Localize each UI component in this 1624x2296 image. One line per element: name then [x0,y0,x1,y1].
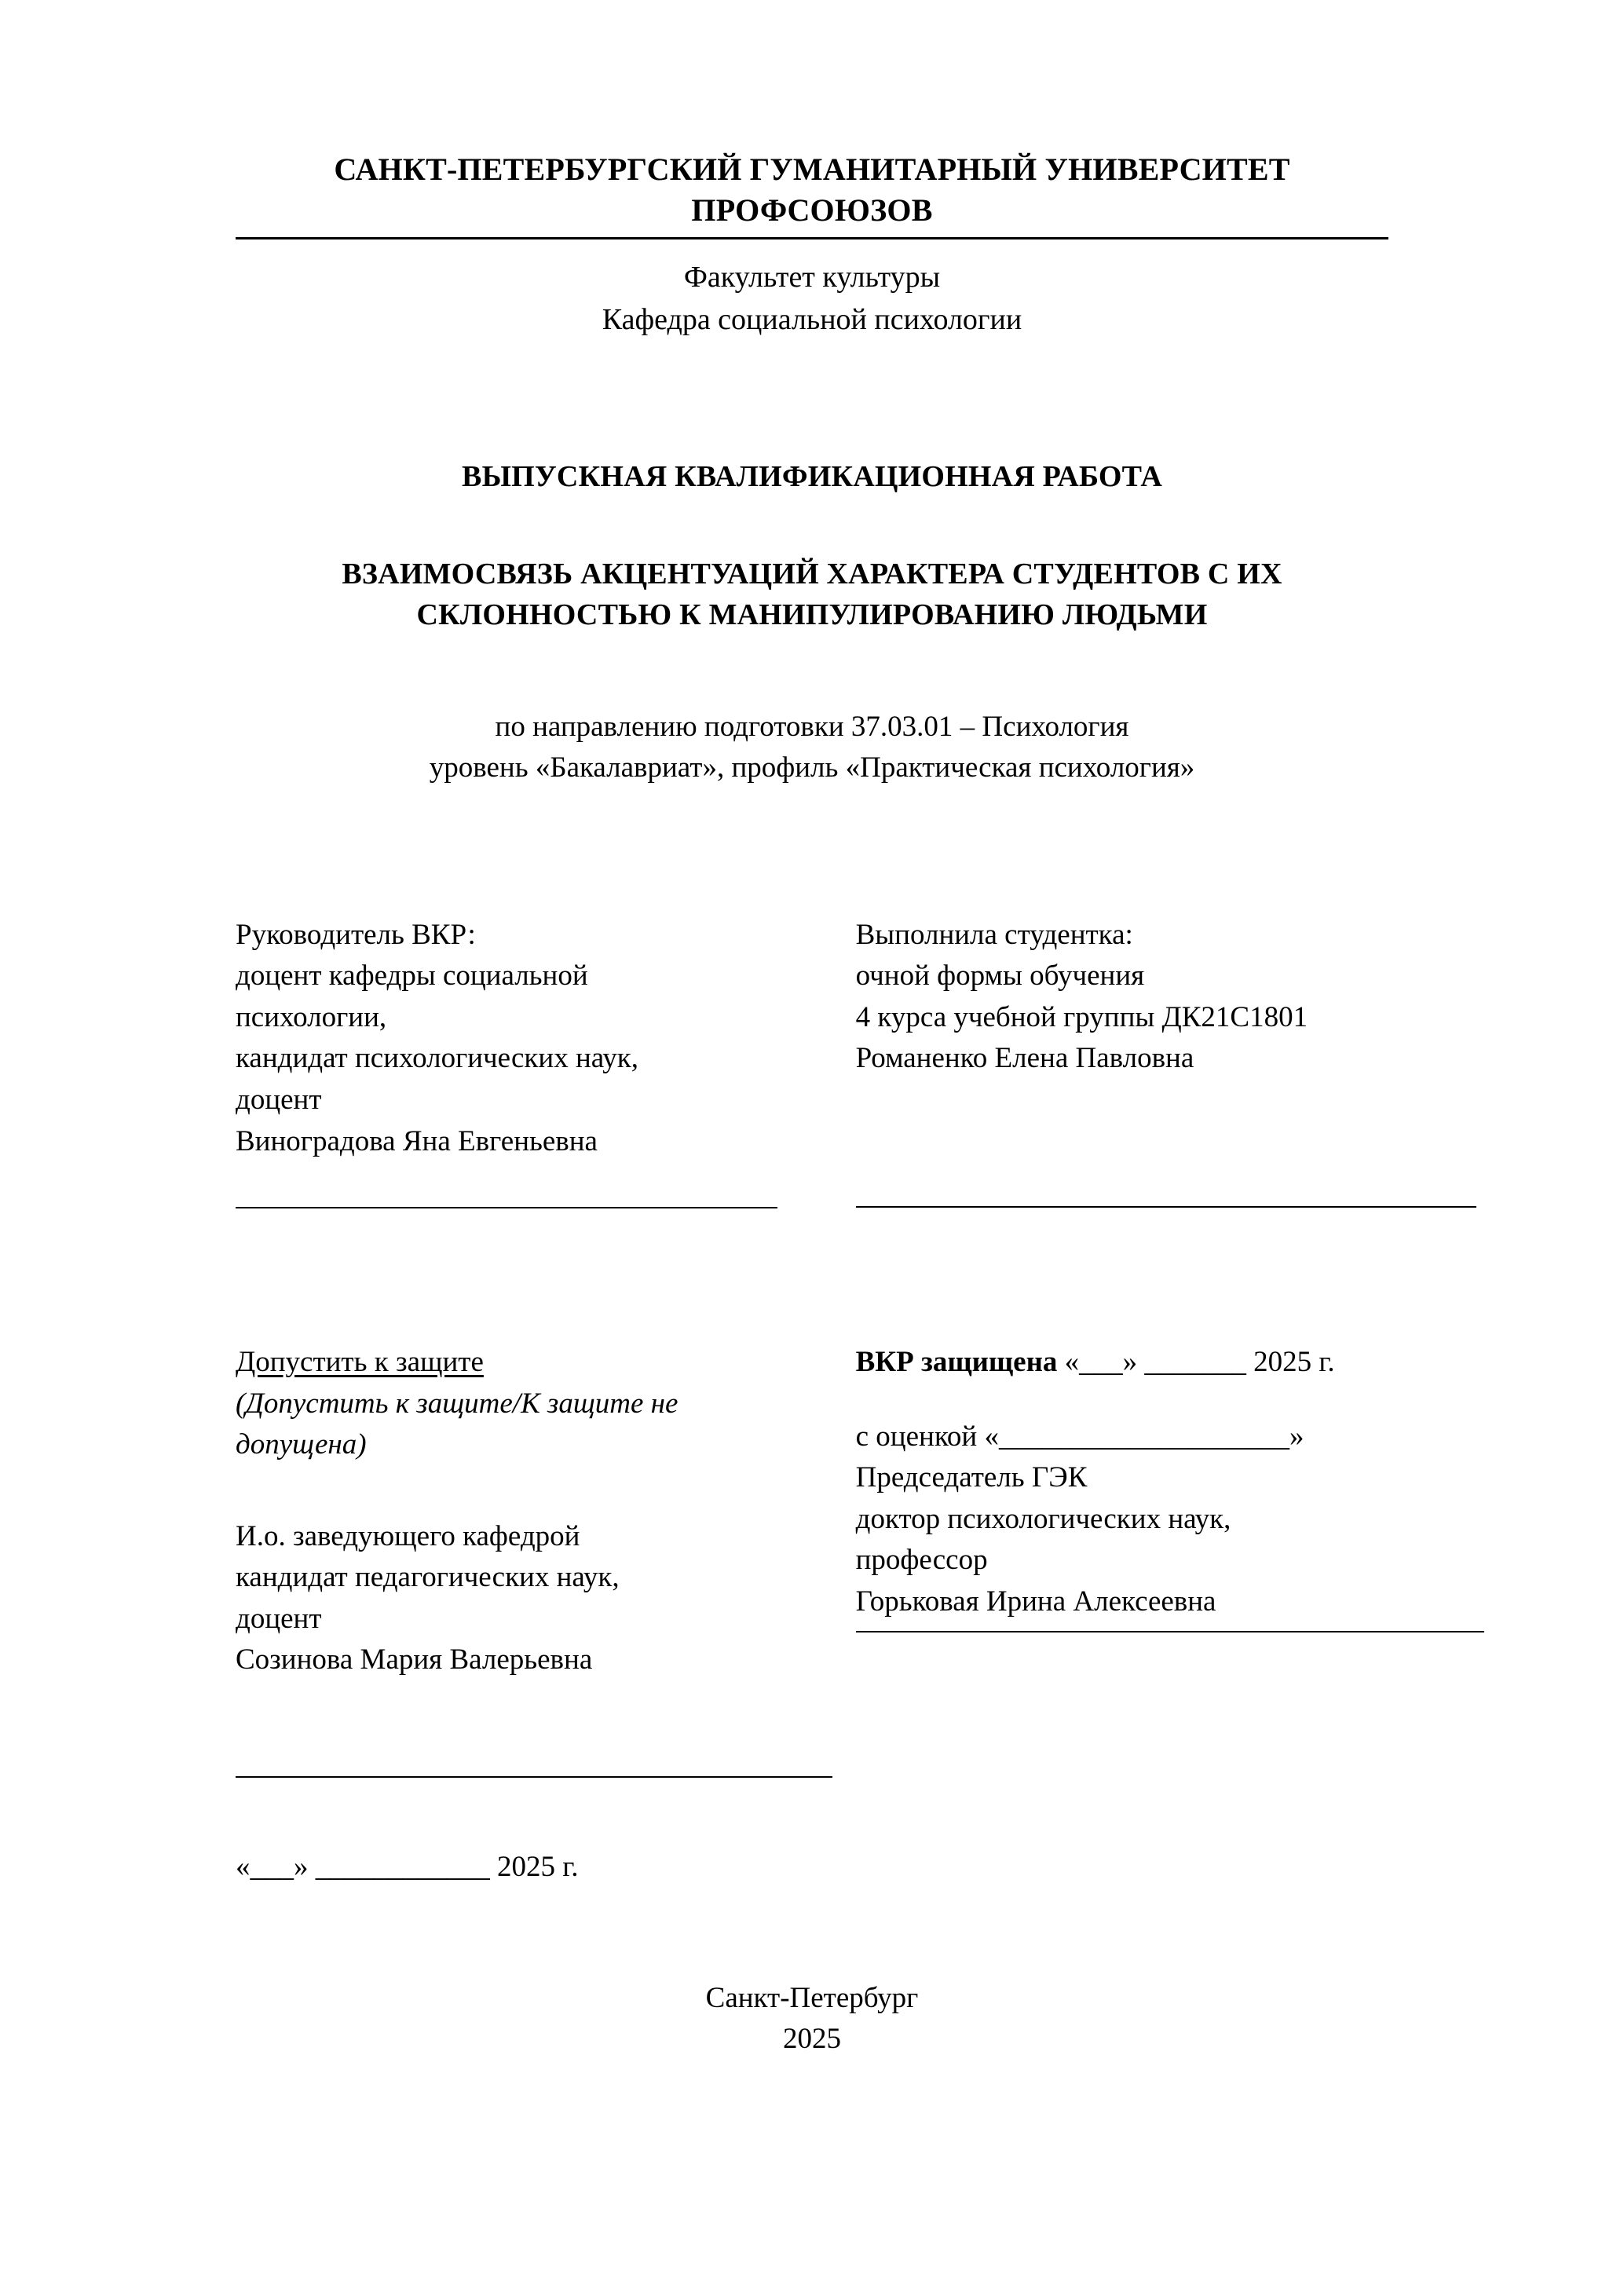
student-form: очной формы обучения [855,960,1145,993]
student-name: Романенко Елена Павловна [855,1042,1194,1075]
admission-date-line: «___» ____________ 2025 г. [236,1850,579,1883]
work-title [236,554,1388,636]
supervisor-rank: доцент [236,1083,322,1116]
university-name-line1: САНКТ-ПЕТЕРБУРГСКИЙ ГУМАНИТАРНЫЙ УНИВЕРСИТЕТ [334,152,1290,187]
supervisor-position-line2: психологии, [236,1000,387,1033]
department-name: Кафедра социальной психологии [602,302,1022,336]
direction-line2: уровень «Бакалавриат», профиль «Практическая психология» [429,751,1195,784]
admission-name: Созинова Мария Валерьевна [236,1643,593,1676]
year: 2025 [783,2023,841,2056]
document-footer [236,1978,1388,2060]
student-block [789,915,1388,1208]
defense-heading-rest: «___» _______ 2025 г. [1064,1346,1335,1379]
work-title-line1: ВЗАИМОСВЯЗЬ АКЦЕНТУАЦИЙ ХАРАКТЕРА СТУДЕНТОВ С ИХ [342,557,1282,590]
admission-degree: кандидат педагогических наук, [236,1561,620,1594]
admission-note-line2: допущена) [236,1428,367,1461]
admission-heading: Допустить к защите [236,1346,484,1379]
student-group: 4 курса учебной группы ДК21С1801 [855,1000,1308,1033]
supervisor-signature-line [236,1206,777,1208]
supervisor-name: Виноградова Яна Евгеньевна [236,1124,598,1157]
defense-heading-bold: ВКР защищена [855,1346,1058,1379]
defense-heading [856,1342,1388,1384]
admission-block [236,1342,789,1884]
admission-rank: доцент [236,1602,322,1635]
direction-line1: по направлению подготовки 37.03.01 – Психология [495,710,1129,743]
defense-chair-label: Председатель ГЭК [855,1461,1088,1494]
defense-chair-rank: профессор [855,1544,988,1577]
supervisor-student-row [236,915,1388,1208]
faculty-block [236,257,1388,342]
defense-grade-line: с оценкой «____________________» [855,1420,1304,1453]
admission-defense-row [236,1342,1388,1884]
supervisor-degree: кандидат психологических наук, [236,1042,639,1075]
work-type: ВЫПУСКНАЯ КВАЛИФИКАЦИОННАЯ РАБОТА [462,459,1162,493]
admission-position: И.о. заведующего кафедрой [236,1519,580,1552]
city: Санкт-Петербург [705,1981,919,2014]
defense-chair-name: Горьковая Ирина Алексеевна [855,1585,1216,1618]
supervisor-block [236,915,789,1208]
direction-block [236,707,1388,789]
student-label: Выполнила студентка: [855,918,1133,951]
header-divider [236,237,1388,239]
admission-note-line1: (Допустить к защите/К защите не [236,1387,678,1420]
supervisor-label: Руководитель ВКР: [236,918,476,951]
student-signature-line [856,1205,1476,1208]
defense-chair-degree: доктор психологических наук, [855,1502,1231,1535]
university-header [236,149,1388,231]
admission-signature-line [236,1775,832,1778]
faculty-name: Факультет культуры [683,261,941,294]
defense-block [789,1342,1388,1884]
defense-signature-line [856,1630,1484,1632]
work-title-line2: СКЛОННОСТЬЮ К МАНИПУЛИРОВАНИЮ ЛЮДЬМИ [416,598,1208,632]
supervisor-position-line1: доцент кафедры социальной [236,960,588,993]
university-name-line2: ПРОФСОЮЗОВ [691,192,933,228]
